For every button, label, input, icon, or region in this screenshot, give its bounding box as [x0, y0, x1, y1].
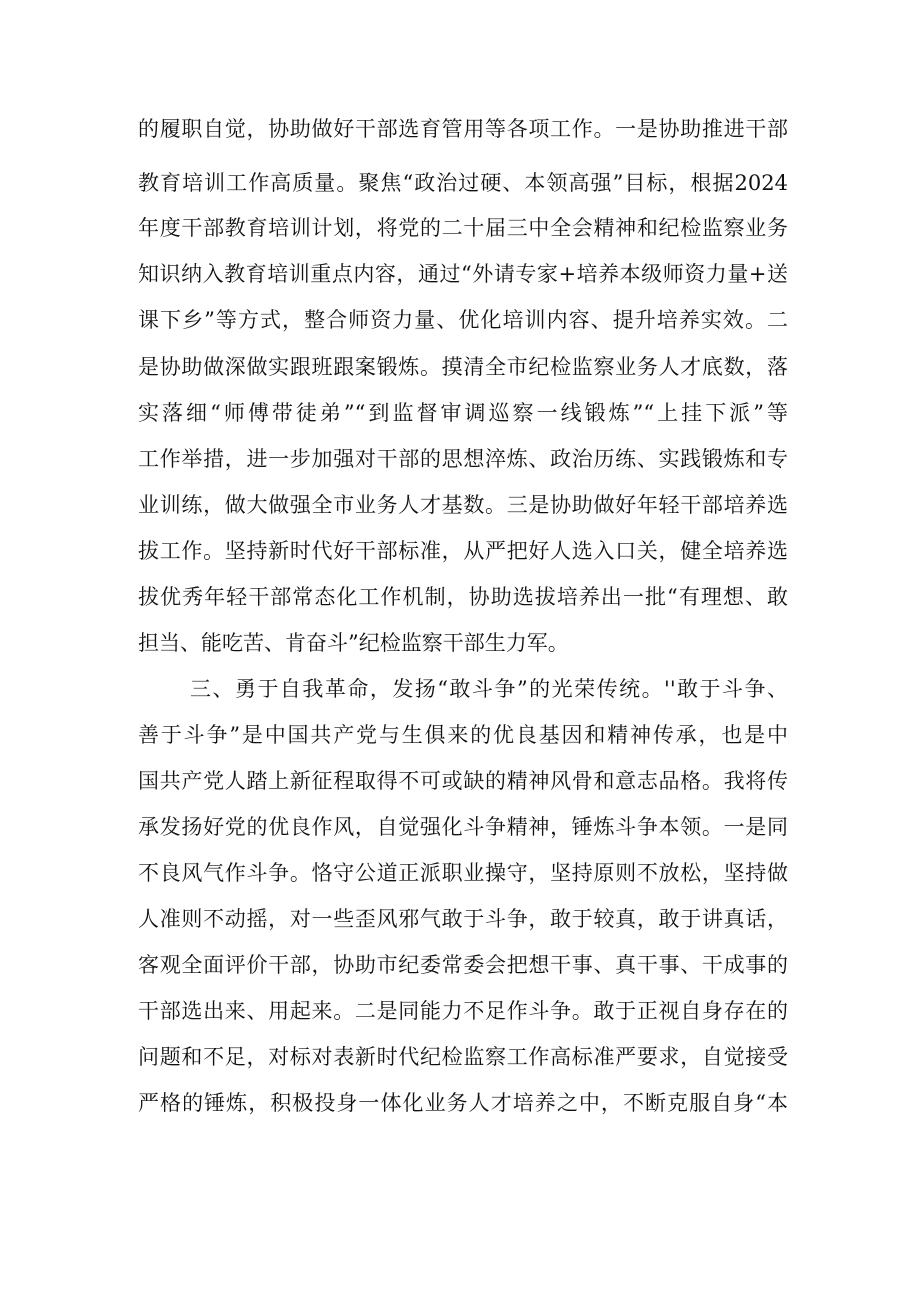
- text-line: 客观全面评价干部，协助市纪委常委会把想干事、真干事、干成事的: [138, 953, 788, 977]
- text-line: 工作举措，进一步加强对干部的思想淬炼、政治历练、实践锻炼和专: [138, 447, 788, 471]
- text-line: 人准则不动摇，对一些歪风邪气敢于斗争，敢于较真，敢于讲真话，: [138, 907, 788, 931]
- text-line: 的履职自觉，协助做好干部选育管用等各项工作。一是协助推进干部: [138, 117, 788, 141]
- text-line: 知识纳入教育培训重点内容，通过“外请专家+培养本级师资力量+送: [138, 262, 788, 286]
- text-line: 不良风气作斗争。恪守公道正派职业操守，坚持原则不放松，坚持做: [138, 861, 788, 885]
- text-line: 干部选出来、用起来。二是同能力不足作斗争。敢于正视自身存在的: [138, 999, 788, 1023]
- text-line: 严格的锤炼，积极投身一体化业务人才培养之中，不断克服自身“本: [138, 1091, 788, 1115]
- text-line: 善于斗争”是中国共产党与生俱来的优良基因和精神传承，也是中: [138, 723, 788, 747]
- text-line: 课下乡”等方式，整合师资力量、优化培训内容、提升培养实效。二: [138, 308, 788, 332]
- text-line: 是协助做深做实跟班跟案锻炼。摸清全市纪检监察业务人才底数，落: [138, 355, 788, 379]
- section-heading-line: 三、勇于自我革命，发扬“敢斗争”的光荣传统。''敢于斗争、: [190, 677, 788, 701]
- text-line: 拔优秀年轻干部常态化工作机制，协助选拔培养出一批“有理想、敢: [138, 585, 788, 609]
- text-line: 业训练，做大做强全市业务人才基数。三是协助做好年轻干部培养选: [138, 493, 788, 517]
- text-line: 问题和不足，对标对表新时代纪检监察工作高标准严要求，自觉接受: [138, 1045, 788, 1069]
- text-line: 实落细“师傅带徒弟”“到监督审调巡察一线锻炼”“上挂下派”等: [138, 401, 788, 425]
- text-line: 年度干部教育培训计划，将党的二十届三中全会精神和纪检监察业务: [138, 216, 788, 240]
- text-line: 承发扬好党的优良作风，自觉强化斗争精神，锤炼斗争本领。一是同: [138, 815, 788, 839]
- text-line: 教育培训工作高质量。聚焦“政治过硬、本领高强”目标，根据2024: [138, 171, 788, 195]
- text-line: 担当、能吃苦、肯奋斗”纪检监察干部生力军。: [138, 631, 569, 655]
- text-line: 国共产党人踏上新征程取得不可或缺的精神风骨和意志品格。我将传: [138, 769, 788, 793]
- text-line: 拔工作。坚持新时代好干部标准，从严把好人选入口关，健全培养选: [138, 539, 788, 563]
